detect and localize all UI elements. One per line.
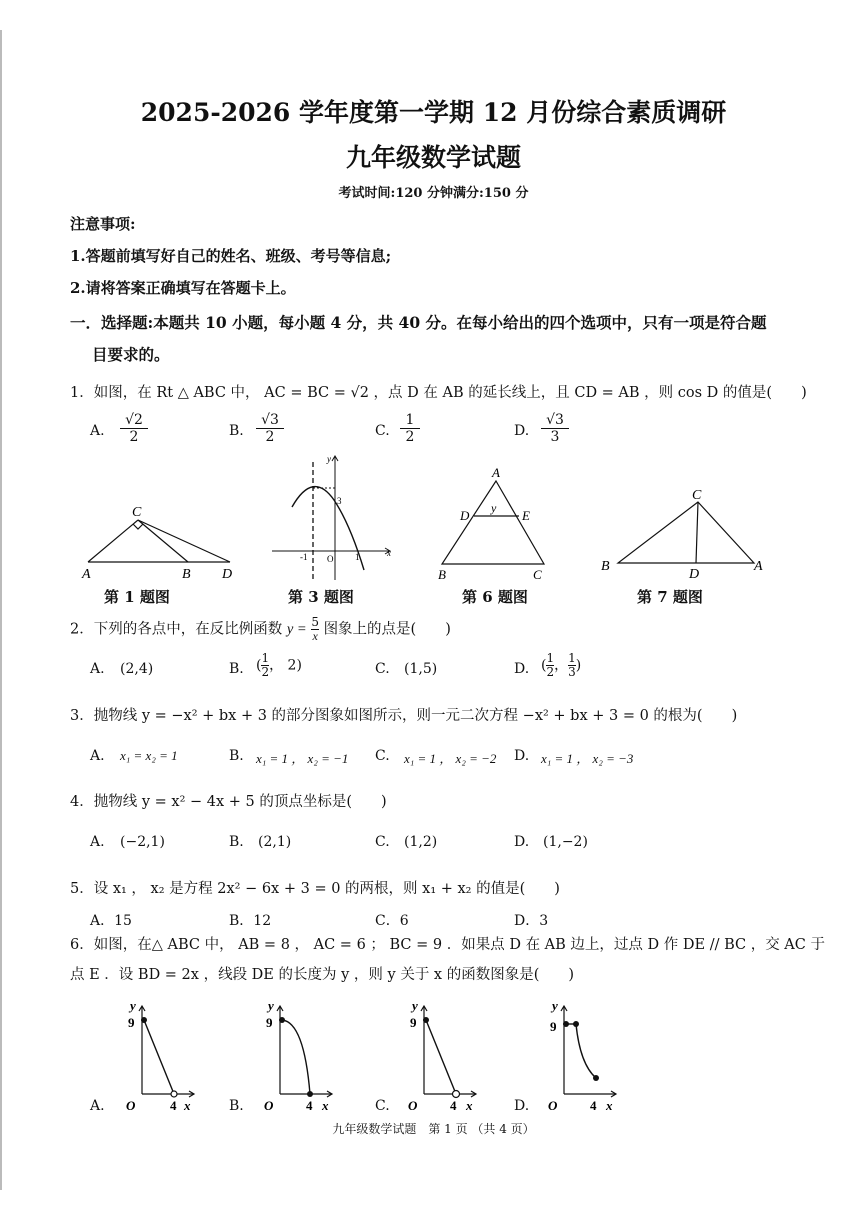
caption-fig7: 第 7 题图 xyxy=(637,588,703,606)
caption-fig3: 第 3 题图 xyxy=(288,588,354,606)
q6-line1: 6．如图，在△ ABC 中， AB = 8 ， AC = 6 ； BC = 9 ．如果点 D 在 AB 边上，过点 D 作 DE // BC ，交 AC 于 xyxy=(70,937,825,953)
fig1-label-c: C xyxy=(132,505,142,520)
scan-edge xyxy=(0,30,2,1190)
q6-option-c-label: C. xyxy=(375,1098,390,1114)
svg-text:4: 4 xyxy=(306,1098,313,1113)
svg-text:y: y xyxy=(130,998,136,1013)
q4-option-d-label: D. xyxy=(514,834,530,850)
q1-option-d-label: D. xyxy=(514,423,530,439)
q4-option-c-value: (1,2) xyxy=(404,834,438,850)
fig1-label-a: A xyxy=(82,567,91,582)
q1-option-c-label: C. xyxy=(375,423,390,439)
fig3-label-x: x xyxy=(387,548,391,558)
q5-option-c: C．6 xyxy=(375,913,409,929)
fig7-label-d: D xyxy=(689,567,700,582)
svg-text:O: O xyxy=(548,1098,558,1113)
q3-option-a-label: A. xyxy=(90,748,105,764)
fig6-label-b: B xyxy=(438,567,446,582)
svg-text:x: x xyxy=(466,1098,473,1113)
q5-option-b: B．12 xyxy=(229,913,272,929)
exam-info: 考试时间:120 分钟满分:150 分 xyxy=(338,186,529,201)
q1-option-b-label: B. xyxy=(229,423,244,439)
svg-text:4: 4 xyxy=(450,1098,457,1113)
q6-line2: 点 E ．设 BD = 2x ，线段 DE 的长度为 y ，则 y 关于 x 的函数图象是( ) xyxy=(70,967,575,983)
q3-option-b-label: B. xyxy=(229,748,244,764)
caption-fig1: 第 1 题图 xyxy=(104,588,170,606)
figure-6 xyxy=(432,463,550,583)
svg-text:4: 4 xyxy=(170,1098,177,1113)
q5-text: 5．设 x₁ ， x₂ 是方程 2x² − 6x + 3 = 0 的两根，则 x₁ + x₂ 的值是( ) xyxy=(70,881,560,897)
q4-text: 4．抛物线 y = x² − 4x + 5 的顶点坐标是( ) xyxy=(70,794,387,810)
q2-option-d-value: ( $\frac{1}{2}$ ， $\frac{1}{3}$ ) xyxy=(541,651,582,679)
q2-option-a-label: A. xyxy=(90,661,105,677)
fig3-label-y: y xyxy=(327,454,331,464)
fig3-label-o: O xyxy=(327,554,334,564)
q4-option-c-label: C. xyxy=(375,834,390,850)
notes-heading: 注意事项: xyxy=(70,215,136,233)
svg-text:9: 9 xyxy=(266,1015,273,1030)
q1-option-b-frac: √3 2 xyxy=(256,412,284,445)
fig3-label-1: 1 xyxy=(355,552,360,562)
q6-graph-d xyxy=(536,998,626,1116)
q3-option-c-label: C. xyxy=(375,748,390,764)
svg-text:x: x xyxy=(606,1098,613,1113)
q4-option-b-label: B. xyxy=(229,834,244,850)
q1-option-a-frac: √2 2 xyxy=(120,412,148,445)
svg-text:9: 9 xyxy=(550,1019,557,1034)
q3-option-a-value: x₁ = x₂ = 1 xyxy=(120,748,178,763)
svg-text:y: y xyxy=(412,998,418,1013)
q2-option-b-value: ( $\frac{1}{2}$ ， 2) xyxy=(256,651,302,679)
q4-option-a-value: (−2,1) xyxy=(120,834,165,850)
svg-text:9: 9 xyxy=(128,1015,135,1030)
fig1-label-b: B xyxy=(182,567,191,582)
fig6-label-y: y xyxy=(491,501,497,515)
fig7-label-c: C xyxy=(692,488,702,503)
note-item-1: 1.答题前填写好自己的姓名、班级、考号等信息; xyxy=(70,247,392,265)
fig6-label-d: D xyxy=(460,508,470,523)
fig3-label-3: 3 xyxy=(337,496,342,506)
q5-option-d: D．3 xyxy=(514,913,549,929)
q6-option-b-label: B. xyxy=(229,1098,244,1114)
q2-option-d-label: D. xyxy=(514,661,530,677)
figure-3 xyxy=(272,452,397,582)
fig6-label-e: E xyxy=(522,508,530,523)
q3-option-c-value: x₁ = 1 ， x₂ = −2 xyxy=(404,751,497,766)
q2-option-c-value: (1,5) xyxy=(404,661,438,677)
q5-option-a: A．15 xyxy=(90,913,132,929)
q6-option-d-label: D. xyxy=(514,1098,530,1114)
exam-subtitle: 九年级数学试题 xyxy=(345,143,521,172)
q4-option-b-value: (2,1) xyxy=(258,834,292,850)
q6-graph-c xyxy=(396,998,486,1116)
fig7-label-b: B xyxy=(601,559,610,574)
svg-text:y: y xyxy=(268,998,274,1013)
fig1-label-d: D xyxy=(222,567,233,582)
q2-fraction: $\frac{5}{x}$ xyxy=(311,615,319,643)
svg-text:x: x xyxy=(184,1098,191,1113)
svg-text:y: y xyxy=(552,998,558,1013)
figure-7 xyxy=(598,484,770,582)
q2-option-c-label: C. xyxy=(375,661,390,677)
q1-text: 1．如图，在 Rt △ ABC 中， AC = BC = √2 ，点 D 在 AB 的延长线上，且 CD = AB ，则 cos D 的值是( ) xyxy=(70,385,807,401)
q6-option-a-label: A. xyxy=(90,1098,105,1114)
q2-text: 2．下列的各点中，在反比例函数 y = $\frac{5}{x}$ 图象上的点是( ) xyxy=(70,615,451,643)
q2-option-a-value: (2,4) xyxy=(120,661,154,677)
q3-option-b-value: x₁ = 1 ， x₂ = −1 xyxy=(256,751,349,766)
svg-text:O: O xyxy=(408,1098,418,1113)
section1-line1: 一．选择题:本题共 10 小题，每小题 4 分，共 40 分。在每小给出的四个选项中，只有一项是符合题 xyxy=(70,313,767,332)
svg-text:9: 9 xyxy=(410,1015,417,1030)
fig6-label-a: A xyxy=(492,465,500,480)
q6-graph-a xyxy=(114,998,204,1116)
page-footer: 九年级数学试题 第 1 页 （共 4 页） xyxy=(332,1122,535,1136)
q6-graph-b xyxy=(252,998,342,1116)
svg-text:O: O xyxy=(264,1098,274,1113)
fig6-label-c: C xyxy=(533,567,542,582)
q2-option-b-label: B. xyxy=(229,661,244,677)
caption-fig6: 第 6 题图 xyxy=(462,588,528,606)
q1-option-c-frac: 1 2 xyxy=(400,412,420,445)
note-item-2: 2.请将答案正确填写在答题卡上。 xyxy=(70,279,296,297)
q3-option-d-label: D. xyxy=(514,748,530,764)
svg-text:O: O xyxy=(126,1098,136,1113)
exam-title: 2025-2026 学年度第一学期 12 月份综合素质调研 xyxy=(140,98,727,127)
figure-1 xyxy=(78,498,243,583)
q4-option-a-label: A. xyxy=(90,834,105,850)
svg-text:4: 4 xyxy=(590,1098,597,1113)
q1-option-d-frac: √3 3 xyxy=(541,412,569,445)
svg-text:x: x xyxy=(322,1098,329,1113)
fig7-label-a: A xyxy=(754,559,763,574)
q3-option-d-value: x₁ = 1 ， x₂ = −3 xyxy=(541,751,634,766)
section1-line2: 目要求的。 xyxy=(92,345,170,364)
fig3-label-neg1: -1 xyxy=(300,552,308,562)
q3-text: 3．抛物线 y = −x² + bx + 3 的部分图象如图所示，则一元二次方程 −x² + bx + 3 = 0 的根为( ) xyxy=(70,708,738,724)
q4-option-d-value: (1,−2) xyxy=(543,834,588,850)
q1-option-a-label: A. xyxy=(90,423,105,439)
